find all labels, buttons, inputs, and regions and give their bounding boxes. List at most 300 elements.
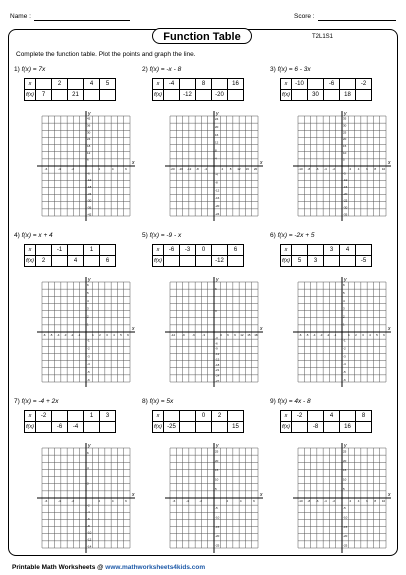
y-tick-label: -8 xyxy=(215,180,218,185)
table-cell: -3 xyxy=(180,245,196,256)
y-tick-label: -4 xyxy=(215,172,218,177)
y-axis-label: y xyxy=(216,443,219,449)
instructions: Complete the function table. Plot the points and graph the line. xyxy=(16,51,196,58)
table-cell[interactable] xyxy=(212,79,228,90)
x-row-label: x xyxy=(281,245,292,256)
table-cell: -8 xyxy=(308,422,324,433)
y-tick-label: -1 xyxy=(343,338,346,343)
x-axis-label: x xyxy=(260,492,263,498)
table-cell[interactable] xyxy=(308,411,324,422)
table-cell: 3 xyxy=(324,245,340,256)
y-tick-label: 5 xyxy=(215,487,217,492)
table-cell[interactable] xyxy=(180,422,196,433)
problem-number: 7) xyxy=(14,398,22,405)
y-tick-label: 2 xyxy=(343,314,345,319)
table-cell[interactable] xyxy=(356,245,372,256)
x-row xyxy=(153,411,244,422)
y-axis-label: y xyxy=(344,277,347,283)
function-table xyxy=(280,244,372,267)
x-axis-label: x xyxy=(260,160,263,166)
y-tick-label: -20 xyxy=(215,534,220,539)
table-cell[interactable] xyxy=(68,245,84,256)
x-tick-label: 6 xyxy=(127,333,129,337)
table-cell: 4 xyxy=(324,411,340,422)
y-tick-label: -21 xyxy=(215,368,220,373)
function-table xyxy=(152,244,244,267)
y-tick-label: 24 xyxy=(215,116,219,121)
problem-number: 5) xyxy=(142,232,150,239)
y-tick-label: -5 xyxy=(343,370,346,375)
x-tick-label: 8 xyxy=(374,499,377,503)
table-cell[interactable] xyxy=(36,79,52,90)
x-tick-label: 20 xyxy=(253,167,258,171)
y-tick-label: 6 xyxy=(87,282,89,287)
x-tick-label: -6 xyxy=(192,333,195,337)
x-row-label: x xyxy=(25,411,36,422)
y-tick-label: -35 xyxy=(343,212,348,217)
y-tick-label: 15 xyxy=(215,468,219,473)
x-tick-label: -9 xyxy=(181,333,185,337)
coordinate-grid[interactable] xyxy=(164,110,268,222)
x-tick-label: 4 xyxy=(113,333,115,337)
table-cell[interactable] xyxy=(52,90,68,101)
x-axis-label: x xyxy=(388,492,391,498)
problem-number: 3) xyxy=(270,66,278,73)
x-axis-label: x xyxy=(132,492,135,498)
y-tick-label: -36 xyxy=(87,205,92,210)
x-tick-label: 6 xyxy=(125,167,127,171)
table-cell: 1 xyxy=(84,245,100,256)
y-tick-label: -6 xyxy=(87,171,90,176)
x-tick-label: 4 xyxy=(111,167,114,171)
table-cell[interactable] xyxy=(100,245,116,256)
table-cell: 8 xyxy=(356,411,372,422)
x-tick-label: -4 xyxy=(204,167,208,171)
problem-3 xyxy=(270,66,396,216)
coordinate-grid[interactable] xyxy=(292,276,396,388)
coordinate-grid[interactable] xyxy=(164,276,268,388)
table-cell[interactable] xyxy=(228,90,244,101)
x-tick-label: -1 xyxy=(77,333,81,337)
y-tick-label: 5 xyxy=(343,157,345,162)
table-cell: 5 xyxy=(100,79,116,90)
footer xyxy=(12,564,205,571)
problem-header xyxy=(14,398,58,405)
y-axis-label: y xyxy=(216,111,219,117)
function-rule: f(x) = 6 - 3x xyxy=(277,66,311,73)
table-cell[interactable] xyxy=(228,411,244,422)
y-tick-label: 6 xyxy=(87,157,89,162)
y-tick-label: -4 xyxy=(343,362,346,367)
problem-number: 9) xyxy=(270,398,278,405)
x-tick-label: 4 xyxy=(239,499,242,503)
table-cell[interactable] xyxy=(340,79,356,90)
y-tick-label: -15 xyxy=(343,524,348,529)
coordinate-grid[interactable] xyxy=(292,442,396,554)
function-table xyxy=(152,78,244,101)
y-tick-label: -14 xyxy=(87,544,92,549)
table-cell[interactable] xyxy=(324,90,340,101)
y-tick-label: 10 xyxy=(343,150,347,155)
table-cell[interactable] xyxy=(52,256,68,267)
table-cell: 2 xyxy=(52,79,68,90)
y-tick-label: -1 xyxy=(87,338,90,343)
table-cell: 3 xyxy=(308,256,324,267)
y-tick-label: -2 xyxy=(343,346,346,351)
table-cell[interactable] xyxy=(292,245,308,256)
table-cell: -2 xyxy=(36,411,52,422)
problem-header xyxy=(270,398,311,405)
x-tick-label: 6 xyxy=(227,333,229,337)
y-tick-label: -42 xyxy=(87,212,92,217)
x-tick-label: -6 xyxy=(44,499,48,503)
y-tick-label: 25 xyxy=(343,130,347,135)
y-tick-label: -3 xyxy=(215,335,218,340)
x-row-label: x xyxy=(153,79,164,90)
y-tick-label: 4 xyxy=(87,298,89,303)
x-row xyxy=(25,79,116,90)
table-cell: 5 xyxy=(292,256,308,267)
x-tick-label: -4 xyxy=(57,499,61,503)
x-axis-label: x xyxy=(132,326,135,332)
table-cell[interactable] xyxy=(164,411,180,422)
y-tick-label: 18 xyxy=(87,143,91,148)
x-tick-label: 4 xyxy=(369,333,371,337)
table-cell: 30 xyxy=(308,90,324,101)
x-tick-label: -4 xyxy=(56,333,60,337)
table-cell[interactable] xyxy=(228,256,244,267)
table-cell[interactable] xyxy=(340,256,356,267)
y-tick-label: -27 xyxy=(215,378,220,383)
x-tick-label: 2 xyxy=(99,333,101,337)
x-tick-label: -2 xyxy=(332,499,336,503)
function-rule: f(x) = -x - 8 xyxy=(149,66,182,73)
table-cell: -6 xyxy=(324,79,340,90)
table-cell[interactable] xyxy=(292,90,308,101)
score-label: Score : xyxy=(294,13,315,20)
table-cell: -12 xyxy=(212,256,228,267)
fx-row xyxy=(153,422,244,433)
x-tick-label: -2 xyxy=(199,499,203,503)
table-cell[interactable] xyxy=(180,411,196,422)
footer-brand: Printable Math Worksheets @ xyxy=(12,564,104,571)
x-row-label: x xyxy=(25,245,36,256)
x-tick-label: 1 xyxy=(92,333,94,337)
y-tick-label: 3 xyxy=(215,308,217,313)
x-tick-label: 18 xyxy=(254,333,258,337)
x-tick-label: -12 xyxy=(186,167,192,171)
problem-header xyxy=(14,66,45,73)
x-tick-label: -2 xyxy=(332,167,336,171)
table-cell[interactable] xyxy=(68,79,84,90)
y-tick-label: 35 xyxy=(343,116,347,121)
x-tick-label: 1 xyxy=(348,333,350,337)
x-tick-label: 6 xyxy=(383,333,385,337)
table-cell[interactable] xyxy=(196,90,212,101)
table-cell[interactable] xyxy=(100,422,116,433)
fx-row xyxy=(25,422,116,433)
table-cell: 6 xyxy=(100,256,116,267)
fx-row-label: f(x) xyxy=(281,422,292,433)
y-tick-label: 2 xyxy=(87,481,89,486)
table-cell[interactable] xyxy=(308,245,324,256)
y-tick-label: 3 xyxy=(87,306,89,311)
y-tick-label: -20 xyxy=(215,204,220,209)
table-cell[interactable] xyxy=(36,422,52,433)
problem-5 xyxy=(142,232,268,382)
table-cell[interactable] xyxy=(212,245,228,256)
fx-row-label: f(x) xyxy=(281,90,292,101)
x-tick-label: 2 xyxy=(349,167,352,171)
table-cell: -5 xyxy=(356,256,372,267)
table-cell[interactable] xyxy=(180,256,196,267)
x-axis-label: x xyxy=(260,326,263,332)
fx-row xyxy=(281,256,372,267)
y-tick-label: -10 xyxy=(343,515,348,520)
problem-number: 4) xyxy=(14,232,22,239)
fx-row-label: f(x) xyxy=(281,256,292,267)
x-row-label: x xyxy=(25,79,36,90)
y-tick-label: -3 xyxy=(343,354,346,359)
table-cell[interactable] xyxy=(36,245,52,256)
coordinate-grid[interactable] xyxy=(164,442,268,554)
fx-row-label: f(x) xyxy=(25,422,36,433)
table-cell: -4 xyxy=(164,79,180,90)
x-tick-label: -4 xyxy=(324,167,327,171)
y-tick-label: -5 xyxy=(343,505,346,510)
table-cell: -6 xyxy=(52,422,68,433)
y-tick-label: -24 xyxy=(87,191,92,196)
y-tick-label: -18 xyxy=(87,185,92,190)
y-tick-label: -6 xyxy=(343,378,346,383)
problem-number: 8) xyxy=(142,398,150,405)
y-tick-label: -25 xyxy=(215,543,220,548)
x-row xyxy=(25,411,116,422)
y-tick-label: -30 xyxy=(343,205,348,210)
x-tick-label: -6 xyxy=(298,333,302,337)
table-cell[interactable] xyxy=(164,256,180,267)
coordinate-grid[interactable] xyxy=(36,110,140,222)
y-tick-label: -2 xyxy=(87,346,90,351)
coordinate-grid[interactable] xyxy=(36,276,140,388)
y-tick-label: 2 xyxy=(87,314,89,319)
y-tick-label: 5 xyxy=(343,290,345,295)
x-tick-label: 4 xyxy=(221,167,224,171)
function-rule: f(x) = -2x + 5 xyxy=(277,232,315,239)
table-cell[interactable] xyxy=(324,422,340,433)
table-cell[interactable] xyxy=(356,422,372,433)
y-axis-label: y xyxy=(88,111,91,117)
table-cell[interactable] xyxy=(356,90,372,101)
problem-header xyxy=(142,66,181,73)
y-axis-label: y xyxy=(216,277,219,283)
table-cell: -6 xyxy=(164,245,180,256)
table-cell: -20 xyxy=(212,90,228,101)
y-tick-label: 5 xyxy=(343,487,345,492)
x-row xyxy=(25,245,116,256)
x-tick-label: -4 xyxy=(185,499,189,503)
table-cell[interactable] xyxy=(84,256,100,267)
table-cell: -2 xyxy=(292,411,308,422)
footer-url[interactable]: www.mathworksheets4kids.com xyxy=(105,564,206,571)
y-tick-label: 10 xyxy=(343,477,347,482)
y-tick-label: 30 xyxy=(343,123,347,128)
x-tick-label: -8 xyxy=(196,167,199,171)
x-axis-label: x xyxy=(132,160,135,166)
x-row-label: x xyxy=(153,245,164,256)
coordinate-grid[interactable] xyxy=(292,110,396,222)
table-cell[interactable] xyxy=(84,90,100,101)
table-cell[interactable] xyxy=(68,411,84,422)
y-tick-label: -6 xyxy=(87,378,90,383)
y-tick-label: -25 xyxy=(343,198,348,203)
y-tick-label: 15 xyxy=(343,468,347,473)
table-cell: 0 xyxy=(196,411,212,422)
fx-row xyxy=(25,256,116,267)
x-tick-label: 8 xyxy=(229,167,232,171)
y-tick-label: -4 xyxy=(87,510,90,515)
y-tick-label: -12 xyxy=(215,188,220,193)
problem-4 xyxy=(14,232,140,382)
x-tick-label: 10 xyxy=(381,499,386,503)
x-tick-label: 6 xyxy=(366,167,368,171)
problem-header xyxy=(270,232,314,239)
x-tick-label: 5 xyxy=(120,333,122,337)
problem-8 xyxy=(142,398,268,548)
problem-header xyxy=(142,232,181,239)
x-tick-label: 6 xyxy=(125,499,127,503)
y-tick-label: -15 xyxy=(215,524,220,529)
x-tick-label: -8 xyxy=(307,499,311,503)
y-tick-label: -30 xyxy=(87,198,92,203)
function-table xyxy=(280,410,372,433)
x-tick-label: -2 xyxy=(71,499,75,503)
name-label: Name : xyxy=(10,13,31,20)
table-cell: 2 xyxy=(212,411,228,422)
x-tick-label: -4 xyxy=(57,167,61,171)
x-tick-label: 2 xyxy=(98,167,101,171)
x-tick-label: -10 xyxy=(298,167,303,171)
x-tick-label: -2 xyxy=(71,167,75,171)
y-tick-label: 10 xyxy=(215,477,219,482)
fx-row xyxy=(281,90,372,101)
function-rule: f(x) = 4x - 8 xyxy=(277,398,311,405)
fx-row-label: f(x) xyxy=(153,422,164,433)
table-cell[interactable] xyxy=(340,411,356,422)
y-tick-label: -20 xyxy=(343,191,348,196)
y-tick-label: 30 xyxy=(87,130,91,135)
x-tick-label: 2 xyxy=(98,499,101,503)
y-tick-label: 1 xyxy=(343,322,345,327)
table-cell[interactable] xyxy=(212,422,228,433)
x-tick-label: -16 xyxy=(178,167,183,171)
y-tick-label: 4 xyxy=(87,466,89,471)
x-tick-label: 15 xyxy=(247,333,251,337)
table-cell[interactable] xyxy=(196,256,212,267)
x-tick-label: 2 xyxy=(355,333,357,337)
function-table xyxy=(24,410,116,433)
y-tick-label: 3 xyxy=(343,306,345,311)
function-rule: f(x) = -9 - x xyxy=(149,232,182,239)
fx-row-label: f(x) xyxy=(153,256,164,267)
x-tick-label: -3 xyxy=(319,333,323,337)
x-tick-label: 3 xyxy=(220,333,222,337)
table-cell: 4 xyxy=(340,245,356,256)
x-row xyxy=(153,79,244,90)
y-tick-label: -3 xyxy=(87,354,90,359)
x-row xyxy=(281,245,372,256)
table-cell: -10 xyxy=(292,79,308,90)
y-tick-label: -25 xyxy=(343,543,348,548)
x-tick-label: -1 xyxy=(333,333,337,337)
function-table xyxy=(152,410,244,433)
x-tick-label: 4 xyxy=(111,499,114,503)
y-tick-label: -24 xyxy=(215,212,220,217)
x-tick-label: -2 xyxy=(326,333,330,337)
y-tick-label: -2 xyxy=(87,503,90,508)
y-tick-label: 20 xyxy=(215,458,219,463)
coordinate-grid[interactable] xyxy=(36,442,140,554)
problem-number: 1) xyxy=(14,66,22,73)
problem-header xyxy=(14,232,53,239)
x-row xyxy=(281,411,372,422)
table-cell[interactable] xyxy=(100,90,116,101)
table-cell[interactable] xyxy=(52,411,68,422)
y-tick-label: -4 xyxy=(87,362,90,367)
y-tick-label: 36 xyxy=(87,123,91,128)
problem-2 xyxy=(142,66,268,216)
x-tick-label: -10 xyxy=(298,499,303,503)
table-cell[interactable] xyxy=(196,422,212,433)
table-cell[interactable] xyxy=(180,79,196,90)
table-cell[interactable] xyxy=(84,422,100,433)
problem-6 xyxy=(270,232,396,382)
table-cell[interactable] xyxy=(308,79,324,90)
y-tick-label: -18 xyxy=(215,362,220,367)
score-line xyxy=(318,20,396,21)
y-tick-label: -10 xyxy=(343,178,348,183)
fx-row xyxy=(153,90,244,101)
x-tick-label: 2 xyxy=(349,499,352,503)
table-cell: 7 xyxy=(36,90,52,101)
x-tick-label: -6 xyxy=(44,167,48,171)
problem-number: 6) xyxy=(270,232,278,239)
fx-row xyxy=(281,422,372,433)
y-tick-label: 6 xyxy=(343,282,345,287)
table-cell[interactable] xyxy=(164,90,180,101)
x-tick-label: 12 xyxy=(237,167,241,171)
y-tick-label: -15 xyxy=(215,357,220,362)
y-tick-label: -24 xyxy=(215,373,220,378)
table-cell: 1 xyxy=(84,411,100,422)
fx-row xyxy=(25,90,116,101)
function-table xyxy=(280,78,372,101)
problem-number: 2) xyxy=(142,66,150,73)
y-tick-label: 12 xyxy=(215,140,219,145)
x-tick-label: 12 xyxy=(240,333,244,337)
y-tick-label: 25 xyxy=(215,449,219,454)
table-cell[interactable] xyxy=(292,422,308,433)
x-tick-label: -4 xyxy=(312,333,316,337)
table-cell[interactable] xyxy=(324,256,340,267)
x-tick-label: -5 xyxy=(305,333,309,337)
y-tick-label: -5 xyxy=(215,505,218,510)
x-tick-label: -4 xyxy=(324,499,327,503)
table-cell: 15 xyxy=(228,422,244,433)
x-tick-label: -20 xyxy=(170,167,175,171)
x-tick-label: -6 xyxy=(315,499,319,503)
table-cell: -4 xyxy=(68,422,84,433)
